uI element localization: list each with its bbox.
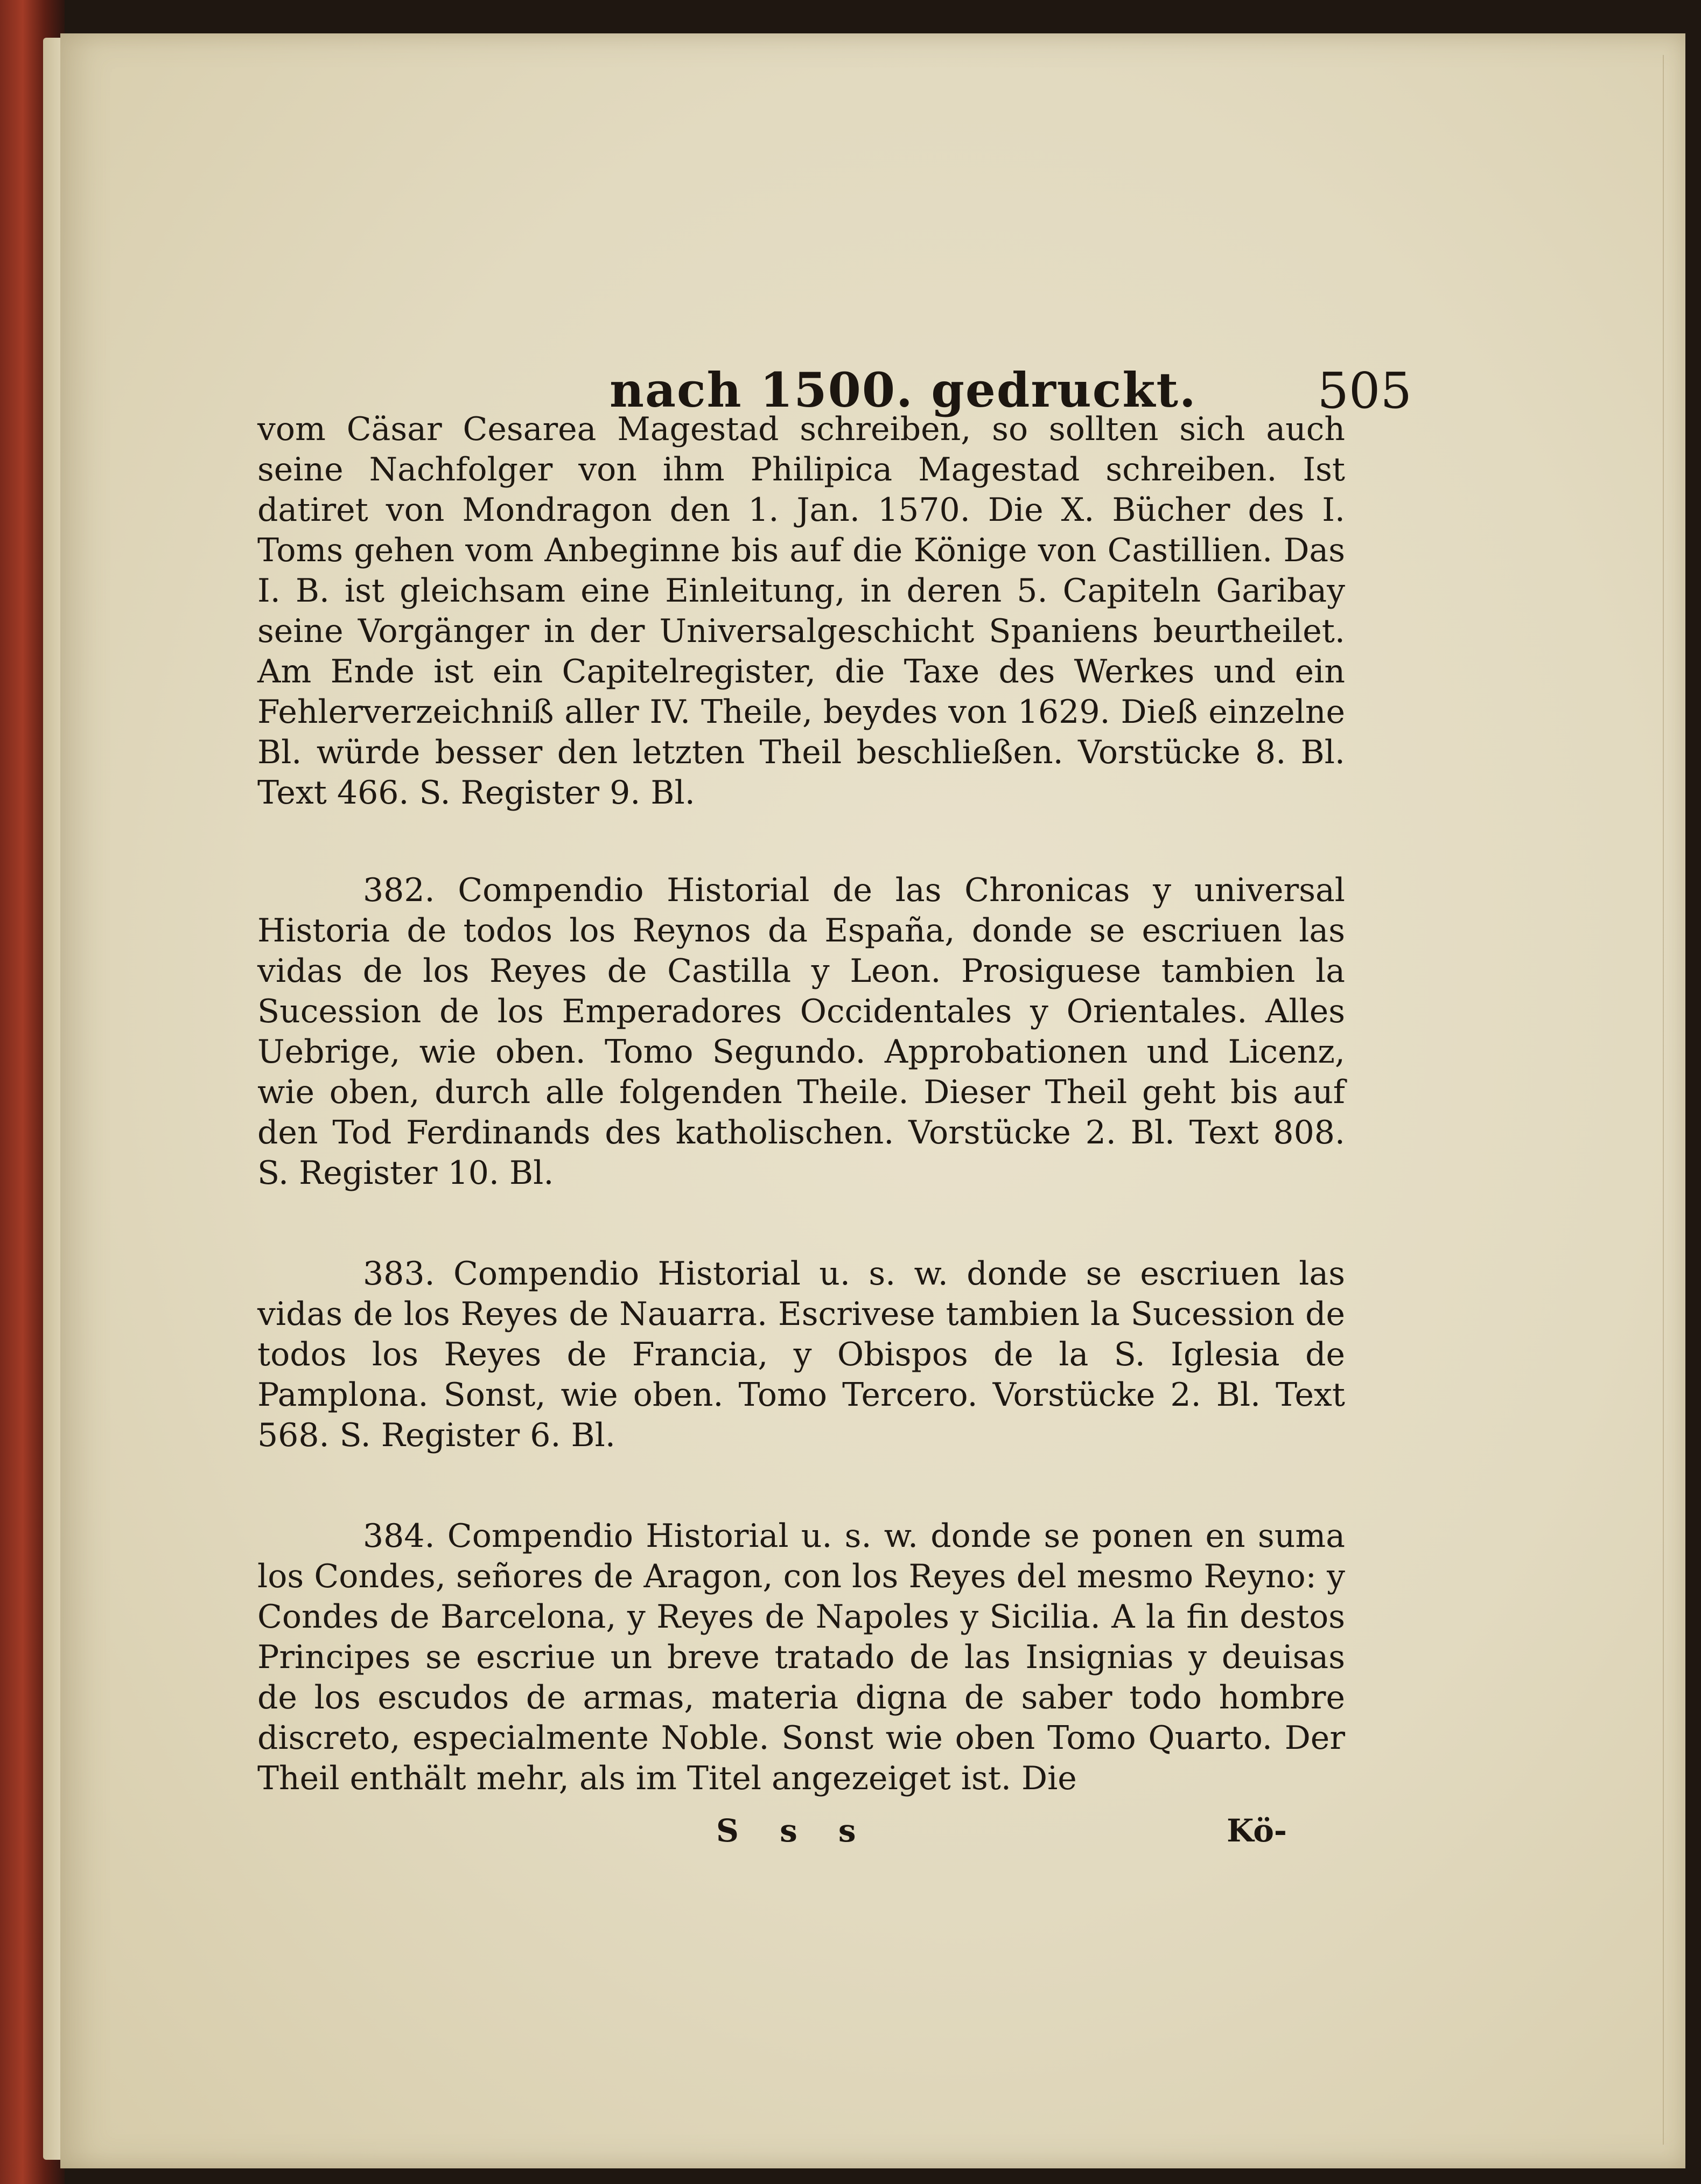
signature-mark: S s s — [716, 1812, 871, 1849]
running-head: nach 1500. gedruckt. — [610, 362, 1197, 418]
paragraph-text: vom Cäsar Cesarea Magestad schreiben, so sollten sich auch seine Nachfolger von ihm Philipica Magestad schreiben. Ist datiret von Mondragon den 1. Jan. 1570. Die X. Bücher des I. Toms gehen vom Anbeginne bis auf die Könige von Castillien. Das I. B. ist gleichsam eine Einleitung, in deren 5. Capiteln Garibay seine Vorgänger in der Universalgeschicht Spaniens beurtheilet. Am Ende ist ein Capitelregister, die Taxe des Werkes und ein Fehlerverzeichniß aller IV. Theile, beydes von 1629. Dieß einzelne Bl. würde besser den letzten Theil beschließen. Vorstücke 8. Bl. Text 466. S. Register 9. Bl. — [257, 410, 1345, 812]
entry-text: Compendio Historial u. s. w. donde se escriuen las vidas de los Reyes de Nauarra. Escrivese tambien la Sucession de todos los Reyes de Francia, y Obispos de la S. Iglesia de Pamplona. Sonst, wie oben. Tomo Tercero. Vorstücke 2. Bl. Text 568. S. Register 6. Bl. — [257, 1255, 1345, 1454]
entry-383 — [257, 1254, 1345, 1456]
entry-number: 383. — [363, 1255, 435, 1293]
entry-382 — [257, 870, 1345, 1194]
page-body — [257, 409, 1345, 1799]
entry-384 — [257, 1516, 1345, 1799]
page-footer — [716, 1812, 1287, 1861]
entry-number: 382. — [363, 871, 435, 909]
entry-text: Compendio Historial u. s. w. donde se ponen en suma los Condes, señores de Aragon, con los Reyes del mesmo Reyno: y Condes de Barcelona, y Reyes de Napoles y Sicilia. A la fin destos Principes se escriue un breve tratado de las Insignias y deuisas de los escudos de armas, materia digna de saber todo hombre discreto, especialmente Noble. Sonst wie oben Tomo Quarto. Der Theil enthält mehr, als im Titel angezeiget ist. Die — [257, 1517, 1345, 1797]
entry-number: 384. — [363, 1517, 435, 1555]
paragraph-continuation — [257, 409, 1345, 813]
entry-text: Compendio Historial de las Chronicas y universal Historia de todos los Reynos da España, donde se escriuen las vidas de los Reyes de Castilla y Leon. Prosiguese tambien la Sucession de los Emperadores Occidentales y Orientales. Alles Uebrige, wie oben. Tomo Segundo. Approbationen und Licenz, wie oben, durch alle folgenden Theile. Dieser Theil geht bis auf den Tod Ferdinands des katholischen. Vorstücke 2. Bl. Text 808. S. Register 10. Bl. — [257, 871, 1345, 1192]
catchword: Kö- — [1227, 1812, 1287, 1849]
page-number: 505 — [1317, 362, 1412, 420]
